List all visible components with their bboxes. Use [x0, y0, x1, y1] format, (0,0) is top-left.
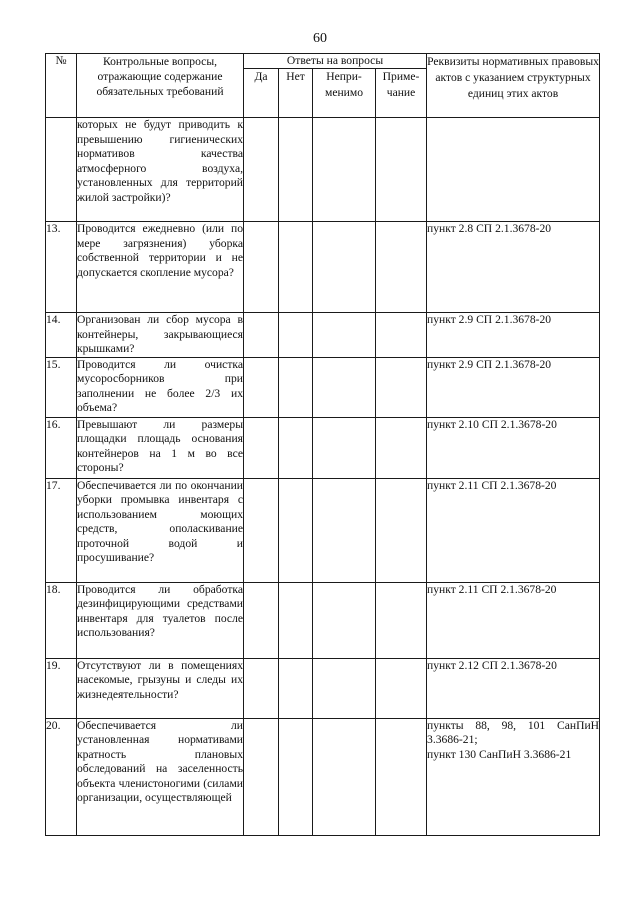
row-number: 14. — [46, 313, 77, 358]
table-body — [46, 118, 600, 836]
row-question: Проводится ли очистка мусоросборников при заполнении не более 2/3 их объема? — [77, 357, 244, 417]
row-question: Проводится ежедневно (или по мере загрязнения) уборка собственной территории и не допускается скопление мусора? — [77, 222, 244, 313]
table-row — [46, 222, 600, 313]
page-number: 60 — [313, 31, 327, 46]
answer-no-cell[interactable] — [279, 478, 313, 582]
answer-no-cell[interactable] — [279, 118, 313, 222]
header-no: Нет — [279, 69, 313, 118]
answer-no-cell[interactable] — [279, 582, 313, 658]
header-answers: Ответы на вопросы — [244, 54, 427, 69]
row-number: 13. — [46, 222, 77, 313]
answer-note-cell[interactable] — [376, 313, 427, 358]
header-yes: Да — [244, 69, 279, 118]
table-row — [46, 313, 600, 358]
row-number: 19. — [46, 658, 77, 718]
reference-line: пункт 2.9 СП 2.1.3678-20 — [427, 313, 552, 326]
reference-line: пункт 2.11 СП 2.1.3678-20 — [427, 582, 557, 596]
answer-no-cell[interactable] — [279, 222, 313, 313]
answer-not-applicable-cell[interactable] — [313, 118, 376, 222]
row-references — [427, 582, 600, 658]
answer-note-cell[interactable] — [376, 357, 427, 417]
answer-not-applicable-cell[interactable] — [313, 417, 376, 478]
row-number — [46, 118, 77, 222]
table-row — [46, 582, 600, 658]
row-number: 18. — [46, 582, 77, 658]
answer-note-cell[interactable] — [376, 582, 427, 658]
answer-note-cell[interactable] — [376, 718, 427, 835]
answer-yes-cell[interactable] — [244, 718, 279, 835]
header-references: Реквизиты нормативных правовых актов с указанием структурных единиц этих актов — [427, 54, 600, 118]
reference-line: пункты 88, 98, 101 СанПиН 3.3686-21; — [427, 718, 600, 746]
row-number: 17. — [46, 478, 77, 582]
answer-note-cell[interactable] — [376, 658, 427, 718]
row-references — [427, 718, 600, 835]
answer-not-applicable-cell[interactable] — [313, 658, 376, 718]
row-number: 16. — [46, 417, 77, 478]
row-number: 20. — [46, 718, 77, 835]
row-references — [427, 118, 600, 222]
answer-note-cell[interactable] — [376, 478, 427, 582]
answer-yes-cell[interactable] — [244, 658, 279, 718]
row-question: Обеспечивается ли установленная нормативами кратность плановых обследований на заселенность объекта членистоногими (силами организации, осуществляющей — [77, 718, 244, 835]
answer-yes-cell[interactable] — [244, 478, 279, 582]
answer-note-cell[interactable] — [376, 222, 427, 313]
answer-not-applicable-cell[interactable] — [313, 478, 376, 582]
answer-not-applicable-cell[interactable] — [313, 582, 376, 658]
row-number: 15. — [46, 357, 77, 417]
row-references — [427, 478, 600, 582]
row-question: Обеспечивается ли по окончании уборки промывка инвентаря с использованием моющих средств, ополаскивание проточной водой и просушивание? — [77, 478, 244, 582]
row-question: которых не будут приводить к превышению гигиенических нормативов качества атмосферного воздуха, установленных для территорий жилой застройки)? — [77, 118, 244, 222]
answer-no-cell[interactable] — [279, 718, 313, 835]
answer-no-cell[interactable] — [279, 313, 313, 358]
reference-line: пункт 2.8 СП 2.1.3678-20 — [427, 222, 552, 235]
answer-no-cell[interactable] — [279, 658, 313, 718]
reference-line: пункт 130 СанПиН 3.3686-21 — [427, 747, 572, 761]
answer-no-cell[interactable] — [279, 357, 313, 417]
row-question: Проводится ли обработка дезинфицирующими средствами инвентаря для туалетов после использования? — [77, 582, 244, 658]
checklist-table — [45, 53, 600, 836]
answer-yes-cell[interactable] — [244, 357, 279, 417]
row-references — [427, 313, 600, 358]
row-references — [427, 357, 600, 417]
header-question: Контрольные вопросы, отражающие содержание обязательных требований — [77, 54, 244, 118]
answer-yes-cell[interactable] — [244, 417, 279, 478]
row-references — [427, 222, 600, 313]
answer-not-applicable-cell[interactable] — [313, 222, 376, 313]
table-row — [46, 357, 600, 417]
reference-line: пункт 2.9 СП 2.1.3678-20 — [427, 357, 552, 371]
header-note: Приме-чание — [376, 69, 427, 118]
answer-not-applicable-cell[interactable] — [313, 313, 376, 358]
row-question: Превышают ли размеры площадки площадь основания контейнеров на 1 м во все стороны? — [77, 417, 244, 478]
header-not-applicable: Непри-менимо — [313, 69, 376, 118]
table-row — [46, 417, 600, 478]
answer-not-applicable-cell[interactable] — [313, 357, 376, 417]
reference-line: пункт 2.10 СП 2.1.3678-20 — [427, 417, 557, 431]
answer-yes-cell[interactable] — [244, 313, 279, 358]
row-question: Организован ли сбор мусора в контейнеры, закрывающиеся крышками? — [77, 313, 243, 355]
reference-line: пункт 2.12 СП 2.1.3678-20 — [427, 658, 557, 672]
table-header — [46, 54, 600, 118]
answer-not-applicable-cell[interactable] — [313, 718, 376, 835]
answer-note-cell[interactable] — [376, 118, 427, 222]
table-row — [46, 118, 600, 222]
table-row — [46, 718, 600, 835]
reference-line: пункт 2.11 СП 2.1.3678-20 — [427, 478, 557, 492]
answer-yes-cell[interactable] — [244, 582, 279, 658]
table-row — [46, 658, 600, 718]
header-number: № — [46, 54, 77, 118]
table-row — [46, 478, 600, 582]
answer-yes-cell[interactable] — [244, 118, 279, 222]
row-question: Отсутствуют ли в помещениях насекомые, грызуны и следы их жизнедеятельности? — [77, 658, 244, 718]
answer-no-cell[interactable] — [279, 417, 313, 478]
answer-yes-cell[interactable] — [244, 222, 279, 313]
row-references — [427, 658, 600, 718]
answer-note-cell[interactable] — [376, 417, 427, 478]
row-references — [427, 417, 600, 478]
